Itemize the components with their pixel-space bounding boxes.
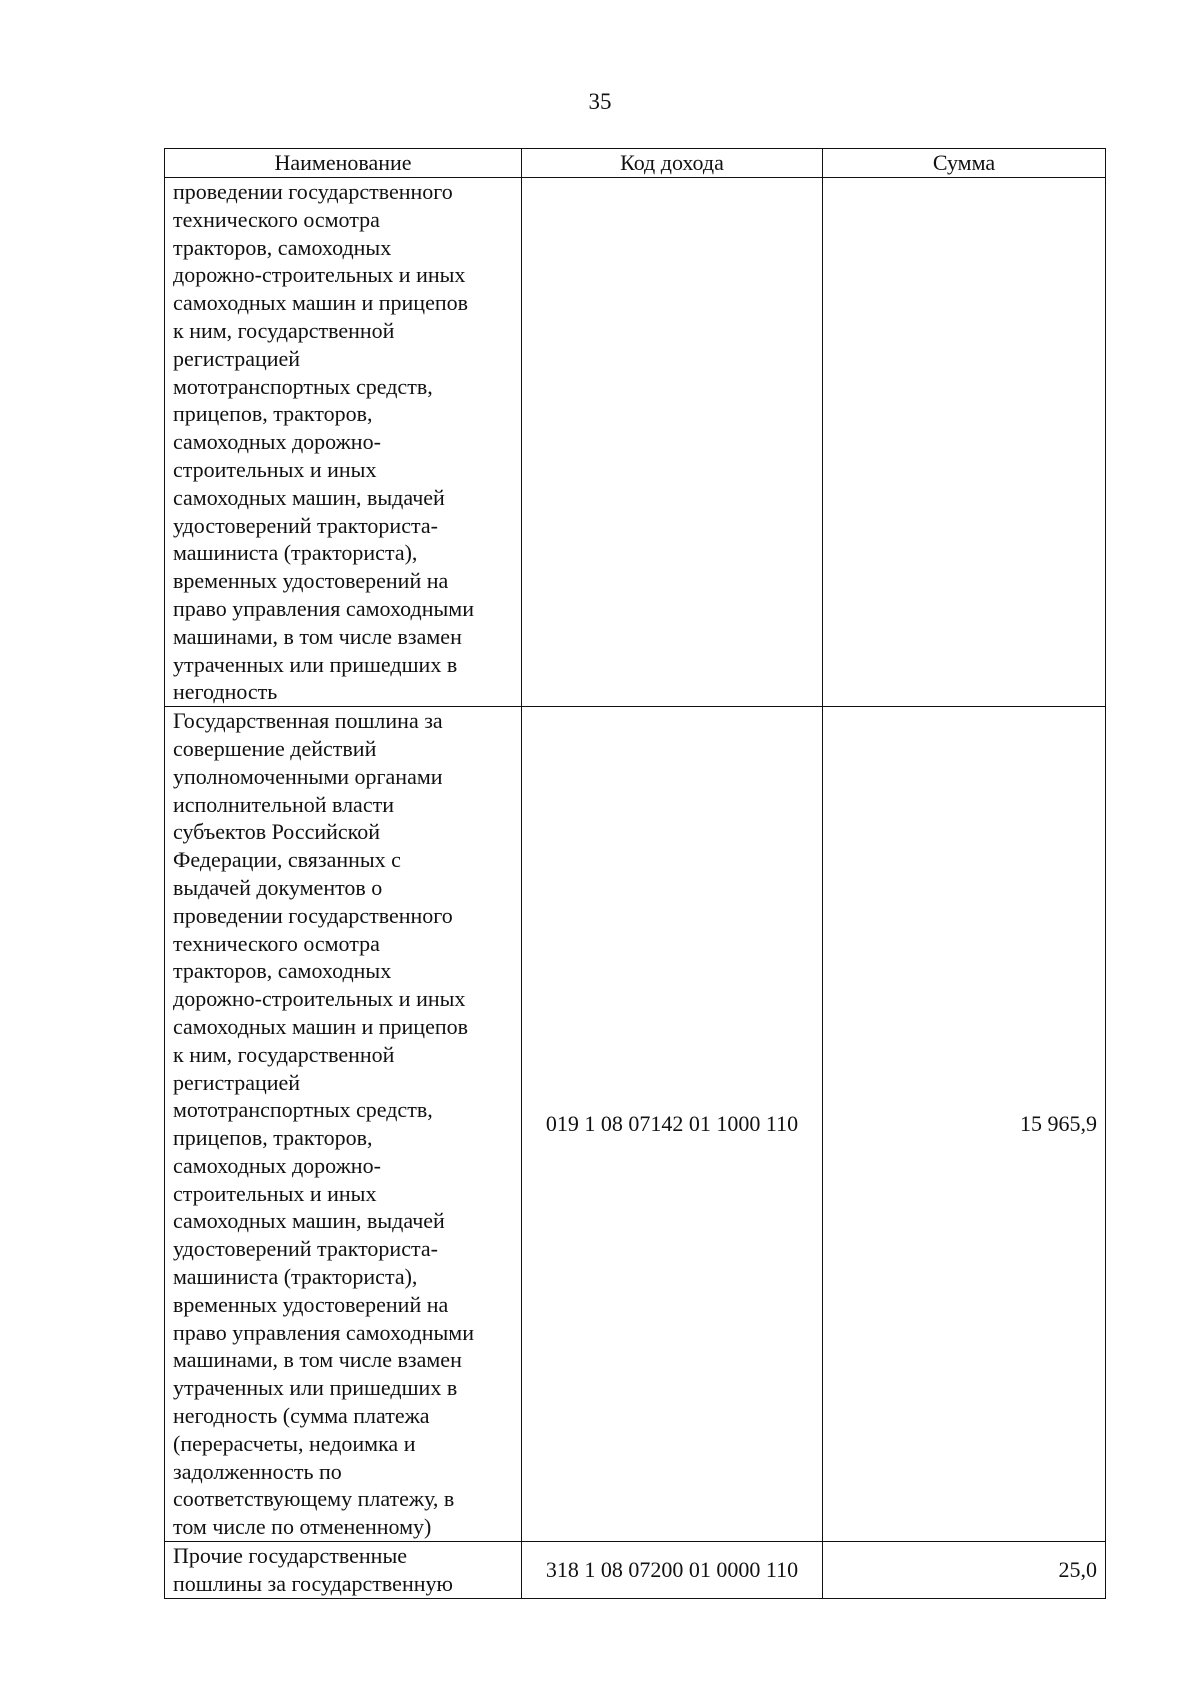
cell-name — [165, 178, 522, 707]
name-line: проведении государственного — [173, 902, 453, 928]
cell-sum: 25,0 — [823, 1542, 1106, 1599]
name-line: удостоверений тракториста- — [173, 512, 438, 538]
name-line: к ним, государственной — [173, 1041, 395, 1067]
cell-name — [165, 707, 522, 1542]
name-line: дорожно-строительных и иных — [173, 986, 466, 1012]
name-line: негодность (сумма платежа — [173, 1403, 430, 1429]
cell-code — [522, 178, 823, 707]
name-line: субъектов Российской — [173, 819, 381, 845]
name-line: регистрацией — [173, 345, 301, 371]
name-line: проведении государственного — [173, 179, 453, 204]
name-line: Государственная пошлина за — [173, 708, 443, 734]
cell-sum — [823, 178, 1106, 707]
name-line: самоходных дорожно- — [173, 429, 381, 455]
name-line: тракторов, самоходных — [173, 234, 392, 260]
name-line: тракторов, самоходных — [173, 958, 392, 984]
name-line: совершение действий — [173, 735, 377, 761]
name-line: временных удостоверений на — [173, 1291, 449, 1317]
name-line: самоходных машин и прицепов — [173, 290, 468, 316]
name-line: мототранспортных средств, — [173, 1097, 433, 1123]
name-line: машиниста (тракториста), — [173, 540, 418, 566]
name-line: самоходных машин, выдачей — [173, 1208, 445, 1234]
revenue-table — [164, 148, 1106, 1599]
page-number: 35 — [588, 89, 612, 114]
name-line: технического осмотра — [173, 206, 380, 232]
name-line: машинами, в том числе взамен — [173, 1347, 462, 1373]
name-line: к ним, государственной — [173, 317, 395, 343]
name-line: самоходных машин и прицепов — [173, 1013, 468, 1039]
name-line: дорожно-строительных и иных — [173, 262, 466, 288]
table-row — [165, 178, 1106, 707]
name-line: прицепов, тракторов, — [173, 1125, 373, 1151]
table-body — [165, 178, 1106, 1599]
cell-code: 019 1 08 07142 01 1000 110 — [522, 707, 823, 1542]
name-line: негодность — [173, 679, 278, 705]
table-row — [165, 1542, 1106, 1599]
name-line: утраченных или пришедших в — [173, 651, 458, 677]
cell-code: 318 1 08 07200 01 0000 110 — [522, 1542, 823, 1599]
name-line: утраченных или пришедших в — [173, 1375, 458, 1401]
name-line: уполномоченными органами — [173, 763, 443, 789]
name-line: выдачей документов о — [173, 874, 383, 900]
name-line: право управления самоходными — [173, 595, 474, 621]
name-line: строительных и иных — [173, 1180, 377, 1206]
table-row — [165, 707, 1106, 1542]
name-line: самоходных машин, выдачей — [173, 484, 445, 510]
name-line: соответствующему платежу, в — [173, 1486, 455, 1512]
cell-sum: 15 965,9 — [823, 707, 1106, 1542]
table-header-row — [165, 149, 1106, 178]
name-line: исполнительной власти — [173, 791, 394, 817]
name-line: самоходных дорожно- — [173, 1152, 381, 1178]
name-line: машиниста (тракториста), — [173, 1264, 418, 1290]
name-line: временных удостоверений на — [173, 568, 449, 594]
name-line: машинами, в том числе взамен — [173, 623, 462, 649]
cell-name — [165, 1542, 522, 1599]
header-code: Код дохода — [522, 149, 823, 178]
name-line: Федерации, связанных с — [173, 847, 401, 873]
name-line: прицепов, тракторов, — [173, 401, 373, 427]
header-name: Наименование — [165, 149, 522, 178]
header-sum: Сумма — [823, 149, 1106, 178]
name-line: Прочие государственные — [173, 1543, 407, 1569]
name-line: задолженность по — [173, 1458, 342, 1484]
name-line: регистрацией — [173, 1069, 301, 1095]
name-line: право управления самоходными — [173, 1319, 474, 1345]
name-line: удостоверений тракториста- — [173, 1236, 438, 1262]
name-line: пошлины за государственную — [173, 1570, 453, 1596]
name-line: мототранспортных средств, — [173, 373, 433, 399]
name-line: (перерасчеты, недоимка и — [173, 1430, 416, 1456]
name-line: том числе по отмененному) — [173, 1514, 432, 1540]
name-line: технического осмотра — [173, 930, 380, 956]
name-line: строительных и иных — [173, 456, 377, 482]
